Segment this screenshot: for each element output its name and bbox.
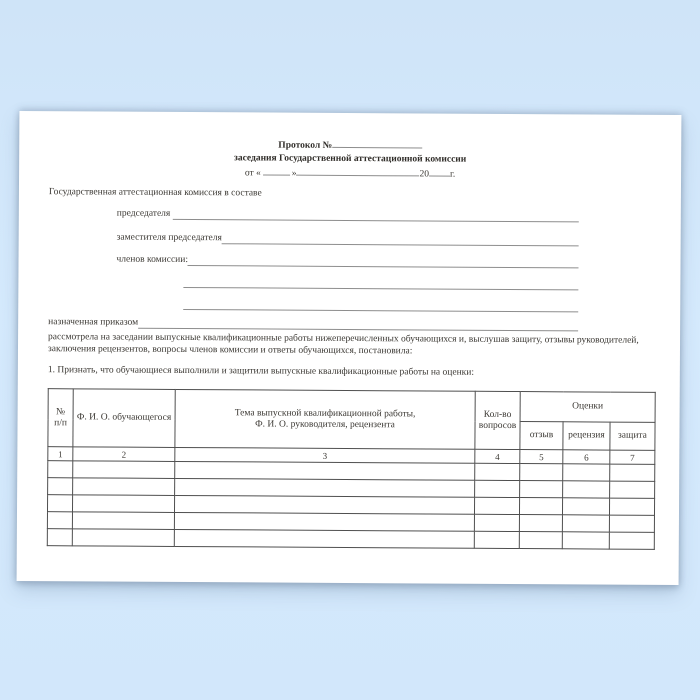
- field-members: [116, 254, 578, 269]
- field-appointed-by-order: [48, 316, 578, 331]
- appointed-label: назначенная приказом: [48, 317, 139, 328]
- blank-line: [183, 275, 578, 290]
- thesis-header-line2: Ф. И. О. руководителя, рецензента: [255, 418, 395, 430]
- empty-cell: [475, 463, 520, 480]
- blank-line: [183, 297, 578, 312]
- empty-cell: [475, 480, 520, 497]
- date-year-blank: [429, 166, 450, 176]
- date-close-quote: »: [291, 168, 297, 179]
- col-header-defense: защита: [610, 422, 655, 450]
- col-header-question-count: [475, 391, 520, 449]
- empty-cell: [73, 461, 175, 479]
- grades-table-container: [47, 388, 656, 550]
- resolution-text: 1. Признать, что обучающиеся выполнили и защитили выпускные квалификационные работы на оценки:: [47, 365, 475, 378]
- col-number: 2: [73, 447, 175, 462]
- date-line: [19, 164, 681, 183]
- empty-cell: [563, 481, 610, 498]
- empty-cell: [72, 512, 174, 530]
- empty-cell: [609, 515, 654, 532]
- empty-cell: [73, 478, 175, 496]
- commission-intro-text: Государственная аттестационная комиссия в составе: [48, 187, 262, 199]
- num-header-line2: п/п: [54, 417, 67, 428]
- col-header-thesis-topic: [175, 389, 475, 449]
- field-vice-chairman: [117, 232, 579, 247]
- empty-cell: [562, 498, 609, 515]
- col-number: 7: [610, 450, 655, 464]
- col-header-marks-group: Оценки: [520, 392, 655, 423]
- date-prefix: от «: [244, 168, 261, 179]
- questions-header-line1: Кол-во: [483, 409, 512, 420]
- col-header-review: отзыв: [520, 422, 563, 450]
- appointed-blank-line: [138, 317, 578, 332]
- vice-chairman-blank-line: [222, 232, 579, 246]
- body-paragraph-line-1: рассмотрела на заседании выпускные квалификационные работы нижеперечисленных обучающихся и, выслушав защиту, отзывы руководителей,: [48, 332, 639, 346]
- empty-cell: [519, 498, 562, 515]
- empty-cell: [563, 464, 610, 481]
- empty-cell: [609, 498, 654, 515]
- empty-cell: [519, 532, 562, 549]
- empty-cell: [562, 515, 609, 532]
- empty-cell: [47, 529, 72, 546]
- empty-cell: [562, 532, 609, 549]
- empty-cell: [47, 512, 72, 529]
- empty-table-row: [47, 529, 654, 550]
- field-chairman: [117, 208, 579, 223]
- col-number: 5: [520, 450, 563, 464]
- empty-cell: [520, 481, 563, 498]
- col-number: 1: [48, 447, 73, 461]
- empty-cell: [174, 512, 474, 531]
- protocol-number-blank: [332, 138, 422, 149]
- chairman-blank-line: [173, 208, 579, 222]
- date-century: 20: [419, 169, 430, 180]
- empty-cell: [48, 461, 73, 478]
- col-header-recension: рецензия: [563, 422, 610, 450]
- members-label: членов комиссии:: [116, 254, 189, 266]
- col-number: 4: [475, 449, 520, 463]
- members-blank-line: [188, 254, 579, 268]
- num-header-line1: №: [56, 406, 66, 417]
- document-header: [19, 136, 681, 183]
- empty-cell: [520, 464, 563, 481]
- empty-cell: [610, 464, 655, 481]
- col-header-number: [48, 389, 73, 447]
- date-month-blank: [297, 166, 420, 177]
- empty-cell: [519, 515, 562, 532]
- date-day-blank: [263, 165, 290, 175]
- body-paragraph-line-2: заключения рецензентов, вопросы членов комиссии и ответы обучающихся, постановила:: [47, 344, 413, 357]
- col-number: 3: [175, 447, 475, 463]
- meeting-subtitle: заседания Государственной аттестационной комиссии: [234, 153, 467, 165]
- empty-cell: [175, 478, 475, 497]
- questions-header-line2: вопросов: [478, 420, 517, 431]
- empty-cell: [610, 481, 655, 498]
- empty-cell: [174, 495, 474, 514]
- date-year-suffix: г.: [449, 169, 456, 180]
- empty-cell: [174, 529, 474, 548]
- empty-cell: [175, 461, 475, 480]
- members-extra-line-2: [183, 297, 578, 311]
- chairman-label: председателя: [116, 208, 171, 219]
- col-number: 6: [563, 450, 610, 464]
- members-extra-line-1: [183, 275, 578, 289]
- empty-cell: [474, 514, 519, 531]
- empty-cell: [474, 497, 519, 514]
- document-sheet: [17, 111, 682, 585]
- empty-cell: [474, 531, 519, 548]
- col-header-student-name: Ф. И. О. обучающегося: [73, 389, 175, 448]
- empty-cell: [47, 495, 72, 512]
- empty-cell: [72, 495, 174, 513]
- vice-chairman-label: заместителя председателя: [116, 232, 222, 244]
- grades-table: [47, 388, 656, 550]
- thesis-header-line1: Тема выпускной квалификационной работы,: [234, 407, 416, 419]
- protocol-title-label: Протокол №: [278, 140, 333, 151]
- empty-cell: [609, 532, 654, 549]
- empty-cell: [72, 529, 174, 547]
- empty-cell: [48, 478, 73, 495]
